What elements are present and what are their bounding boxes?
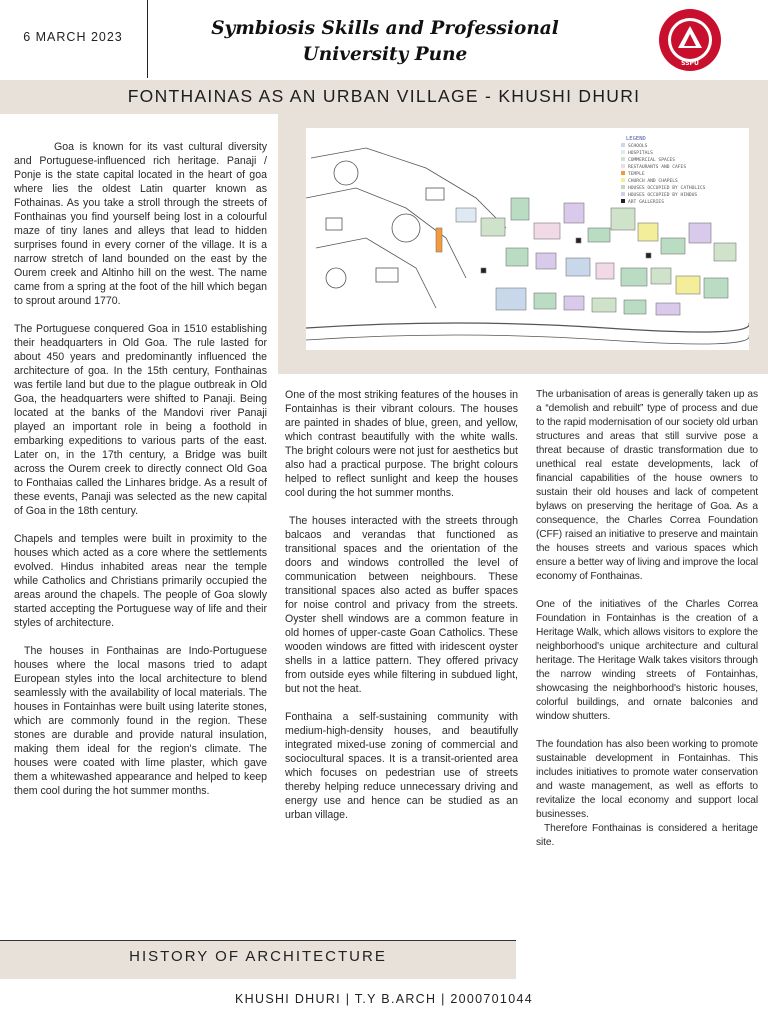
- legend-label: TEMPLE: [628, 172, 645, 177]
- col2-paragraph-3: Fonthaina a self-sustaining community with medium-high-density houses, and beautifully integrated mixed-use zoning of commercial and sociocultural spaces. It is a transit-oriented area which focuses on pedestrian use of streets thereby helping reduce unnecessary driving and energy use and hence can be studied as an urban village.: [285, 711, 518, 821]
- legend-label: RESTAURANTS AND CAFES: [628, 165, 687, 170]
- author-line: KHUSHI DHURI | T.Y B.ARCH | 2000701044: [235, 992, 533, 1006]
- legend-swatch: [621, 171, 625, 175]
- map-legend: [621, 136, 706, 205]
- title-author: KHUSHI DHURI: [498, 86, 641, 106]
- col3-paragraph-3: The foundation has also been working to promote sustainable development in Fontainhas. This includes initiatives to promote water conservation and waste management, as well as efforts to revitalize the local economy and support local businesses.: [536, 739, 758, 820]
- col2-paragraph-2: The houses interacted with the streets through balcaos and verandas that functioned as transitional spaces and the orientation of the doors and windows controlled the level of communication between neighbours. These transitional spaces also acted as buffer spaces for noise control and privacy from the streets. Oyster shell windows are a common feature in old homes of upper-caste Goan Catholics. These wooden windows are fitted with iridescent oyster shells in a lattice pattern. They offered privacy from outside eyes while filtering in subdued light, but not the heat.: [285, 515, 518, 695]
- column-2: [285, 388, 518, 836]
- header-divider: [147, 0, 148, 78]
- col3-paragraph-2: One of the initiatives of the Charles Correa Foundation in Fontainhas is the creation of a Heritage Walk, which allows visitors to explore the neighborhood's unique architecture and cultural heritage. The Heritage Walk takes visitors through the narrow winding streets of Fontainhas, showcasing the neighborhood's historic houses, colorful buildings, and ornate balconies and window shutters.: [536, 599, 758, 722]
- title-separator: -: [478, 86, 499, 106]
- legend-label: HOUSES OCCUPIED BY CATHOLICS: [628, 186, 706, 191]
- legend-swatch: [621, 157, 625, 161]
- column-3: [536, 388, 758, 864]
- legend-swatch: [621, 143, 625, 147]
- col3-paragraph-1: The urbanisation of areas is generally taken up as a “demolish and rebuilt” type of process and due to the rapid modernisation of our society old urban structures and areas that still survive pose a threat because of drastic transformation due to unethical real estate developments, lack of financial capabilities of the house owners to sustain their old houses and lack of competent bylaws on preserving the heritage of Goa. As a consequence, the Charles Correa Foundation (CFF) raised an initiative to preserve and maintain the houses streets and various spaces which ensure a better way of living and improve the local economy of Fonthainas.: [536, 389, 758, 582]
- legend-swatch: [621, 192, 625, 196]
- legend-swatch: [621, 178, 625, 182]
- section-title: HISTORY OF ARCHITECTURE: [129, 948, 387, 965]
- legend-label: SCHOOLS: [628, 144, 648, 149]
- col1-paragraph-3: Chapels and temples were built in proximity to the houses which acted as a core where the settlements evolved. Hindus inhabited areas near the temple while Catholics and Christians primarily occupied the areas around the chapels. The people of Goa slowly started accepting the Portuguese way of life and their styles of architecture.: [14, 533, 267, 629]
- column-1: [14, 140, 267, 812]
- fonthainas-map: [306, 128, 749, 350]
- legend-swatch: [621, 150, 625, 154]
- map-drawing: [306, 128, 749, 350]
- legend-label: ART GALLERIES: [628, 200, 664, 205]
- university-name: [190, 16, 580, 68]
- legend-swatch: [621, 185, 625, 189]
- col1-paragraph-1: Goa is known for its vast cultural diversity and Portuguese-influenced rich heritage. Panaji / Ponje is the state capital located in the heart of goa where lies the oldest Latin quarter known as Fothainas. As you take a stroll through the streets of Fonthainas you find yourself being lost in a colourful maze of tiny lanes and alleys that lead to hidden surprises found in every corner of the village. It is a narrow stretch of land bounded on the east by the Ourem creek and Altinho hill on the west. The name came from a spring at the foot of the hill which began to sprout around 1770.: [14, 141, 267, 307]
- legend-label: CHURCH AND CHAPELS: [628, 179, 678, 184]
- article-title: [0, 86, 768, 107]
- university-name-line1: Symbiosis Skills and Professional: [211, 18, 559, 39]
- col1-paragraph-2: The Portuguese conquered Goa in 1510 establishing their headquarters in Old Goa. The rule lasted for about 450 years and predominantly influenced the architecture of goa. In the 15th century, Fonthainas was fertile land but due to the plague outbreak in Old Goa, the headquarters were shifted to Panaji. Being located at the banks of the Mandovi river Panaji played an important role in being a foothold in embarking expeditions to various parts of the east. Later on, in the 17th century, a Bridge was built across the Ourem creek to directly connect Old Goa to Fonthaias called the Linhares bridge. As a result of these events, Panaji was selected as the new capital of Goa in the 18th century.: [14, 323, 267, 517]
- col1-paragraph-4: The houses in Fonthainas are Indo-Portuguese houses where the local masons tried to adapt European styles into the local architecture to blend seamlessly with the availability of local materials. The houses in Fontainhas were built using laterite stones, which are commonly found in the region. These stones are durable and provide natural insulation, making them ideal for the region's climate. The houses were coated with lime plaster, which gave them a whitewashed appearance and helped to keep them cool during the hot summer months.: [14, 645, 267, 797]
- col3-paragraph-4: Therefore Fonthainas is considered a heritage site.: [536, 823, 758, 848]
- university-logo: [658, 8, 722, 72]
- legend-title: LEGEND: [626, 136, 646, 142]
- university-name-line2: University Pune: [302, 44, 468, 65]
- legend-label: COMMERCIAL SPACES: [628, 158, 676, 163]
- issue-date: 6 MARCH 2023: [23, 30, 123, 44]
- logo-text: SSPU: [681, 60, 699, 67]
- legend-label: HOUSES OCCUPIED BY HINDUS: [628, 193, 698, 198]
- legend-label: HOSPITALS: [628, 151, 653, 156]
- title-main: FONTHAINAS AS AN URBAN VILLAGE: [127, 86, 479, 106]
- legend-swatch: [621, 199, 625, 203]
- col2-paragraph-1: One of the most striking features of the houses in Fontainhas is their vibrant colours. The houses are painted in shades of blue, green, and yellow, which contrast beautifully with the white walls. The bright colours were not just for aesthetics but also had a practical purpose. The bright colours helped to reflect sunlight and keep the houses cool during the hot summer months.: [285, 389, 518, 499]
- legend-swatch: [621, 164, 625, 168]
